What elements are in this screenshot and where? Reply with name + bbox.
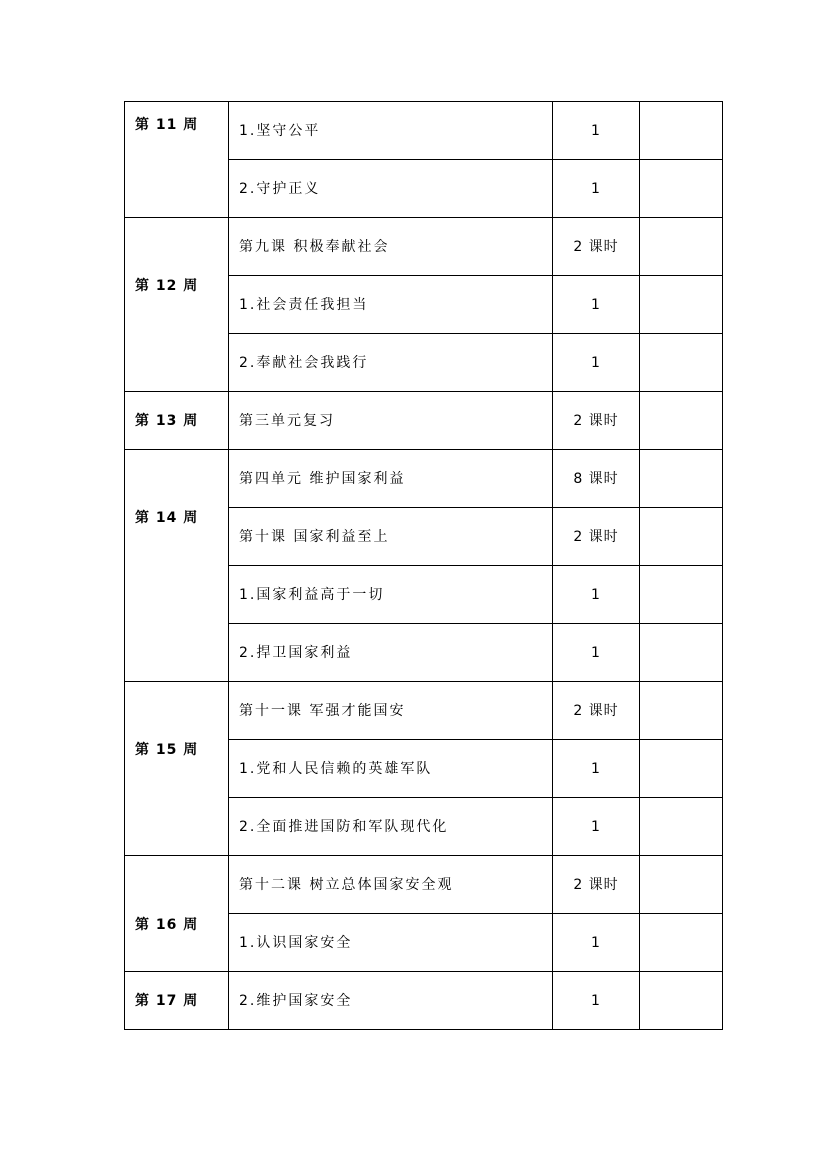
hours-cell: 1 [553,160,640,218]
hours-cell: 1 [553,334,640,392]
note-cell [640,160,723,218]
hours-cell: 1 [553,972,640,1030]
note-cell [640,914,723,972]
hours-cell: 2 课时 [553,392,640,450]
lesson-cell: 2.维护国家安全 [229,972,553,1030]
schedule-table [124,101,723,1030]
week-cell: 第 12 周 [125,218,229,392]
table-row [125,102,723,160]
hours-cell: 8 课时 [553,450,640,508]
note-cell [640,624,723,682]
lesson-cell: 1.坚守公平 [229,102,553,160]
hours-cell: 1 [553,102,640,160]
lesson-cell: 2.全面推进国防和军队现代化 [229,798,553,856]
lesson-cell: 2.捍卫国家利益 [229,624,553,682]
hours-cell: 1 [553,914,640,972]
week-cell: 第 11 周 [125,102,229,218]
lesson-cell: 第三单元复习 [229,392,553,450]
lesson-cell: 第十一课 军强才能国安 [229,682,553,740]
hours-cell: 1 [553,740,640,798]
hours-cell: 1 [553,798,640,856]
hours-cell: 2 课时 [553,856,640,914]
week-cell: 第 15 周 [125,682,229,856]
note-cell [640,740,723,798]
week-cell: 第 13 周 [125,392,229,450]
lesson-cell: 第四单元 维护国家利益 [229,450,553,508]
table-row [125,972,723,1030]
note-cell [640,276,723,334]
note-cell [640,450,723,508]
table-row [125,218,723,276]
week-cell: 第 14 周 [125,450,229,682]
note-cell [640,392,723,450]
hours-cell: 2 课时 [553,218,640,276]
table-row [125,392,723,450]
lesson-cell: 第十课 国家利益至上 [229,508,553,566]
note-cell [640,218,723,276]
lesson-cell: 1.社会责任我担当 [229,276,553,334]
lesson-cell: 1.认识国家安全 [229,914,553,972]
hours-cell: 1 [553,624,640,682]
hours-cell: 2 课时 [553,508,640,566]
week-cell: 第 17 周 [125,972,229,1030]
note-cell [640,334,723,392]
note-cell [640,508,723,566]
lesson-cell: 2.守护正义 [229,160,553,218]
lesson-cell: 1.党和人民信赖的英雄军队 [229,740,553,798]
hours-cell: 1 [553,276,640,334]
lesson-cell: 1.国家利益高于一切 [229,566,553,624]
table-row [125,856,723,914]
hours-cell: 2 课时 [553,682,640,740]
hours-cell: 1 [553,566,640,624]
table-row [125,450,723,508]
lesson-cell: 2.奉献社会我践行 [229,334,553,392]
week-cell: 第 16 周 [125,856,229,972]
note-cell [640,972,723,1030]
note-cell [640,682,723,740]
note-cell [640,798,723,856]
note-cell [640,102,723,160]
lesson-cell: 第九课 积极奉献社会 [229,218,553,276]
note-cell [640,566,723,624]
table-row [125,682,723,740]
lesson-cell: 第十二课 树立总体国家安全观 [229,856,553,914]
note-cell [640,856,723,914]
